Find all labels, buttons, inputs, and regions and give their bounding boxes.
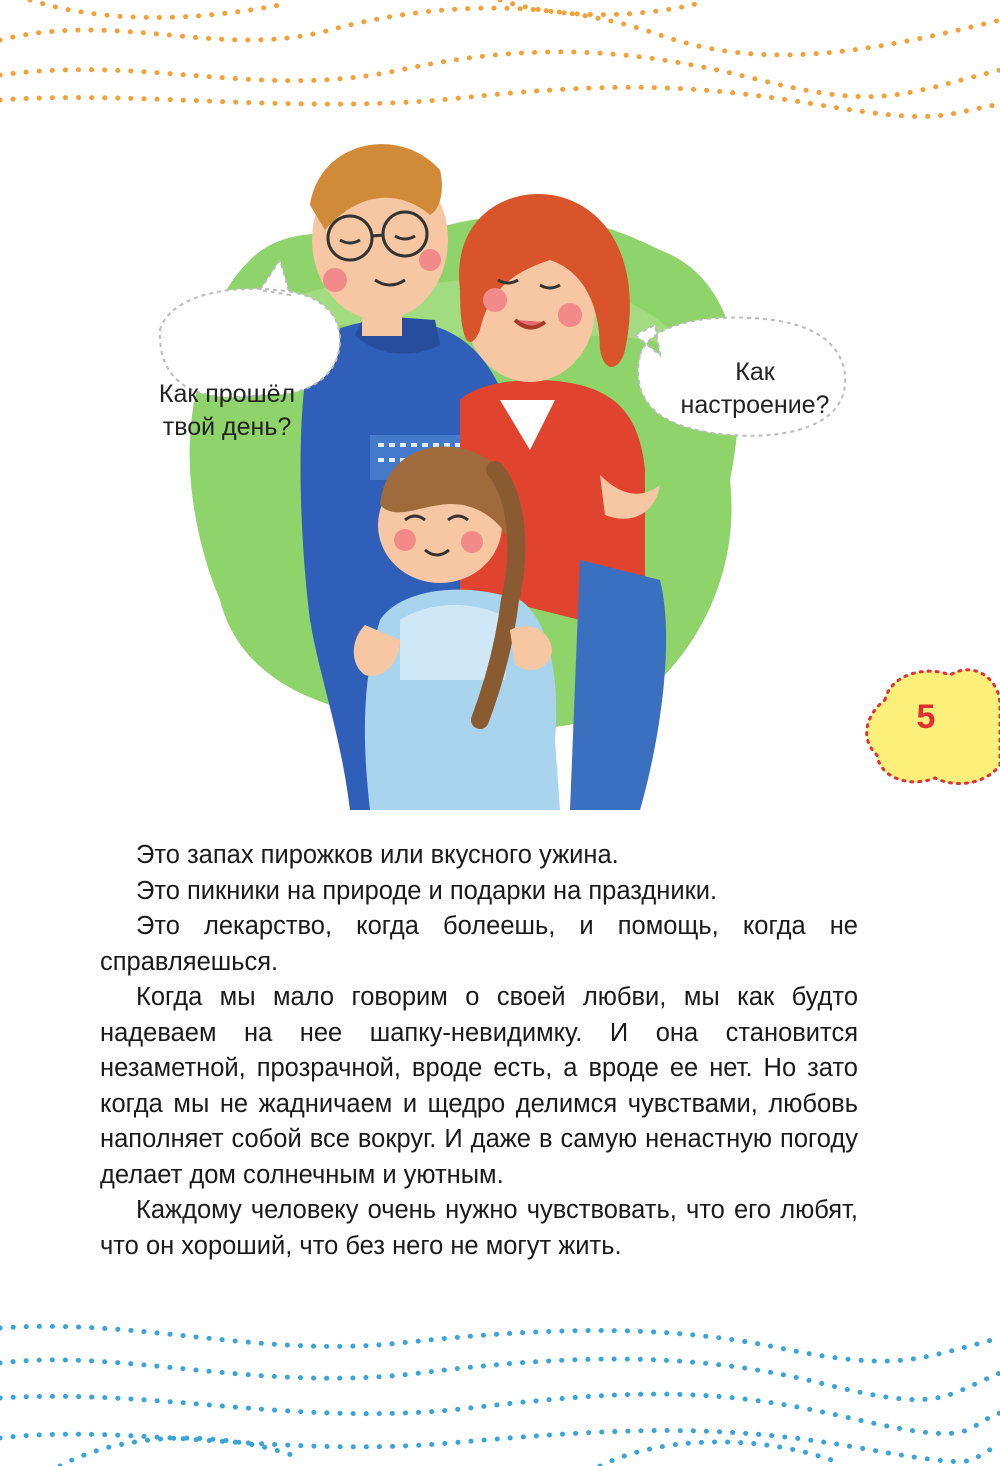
- body-text: [100, 838, 858, 1264]
- bottom-dotted-border: [0, 1318, 1000, 1466]
- speech-bubble-left-text: Как прошёл твой день?: [158, 380, 296, 441]
- paragraph: Это запах пирожков или вкусного ужина.: [136, 841, 619, 869]
- paragraph: Каждому человеку очень нужно чувствовать, что его любят, что он хороший, что без него не могут жить.: [100, 1196, 858, 1260]
- top-dotted-border: [0, 0, 1000, 130]
- family-illustration: [100, 120, 880, 820]
- paragraph: Это лекарство, когда болеешь, и помощь, когда не справляешься.: [100, 912, 858, 976]
- paragraph: Когда мы мало говорим о своей любви, мы как будто надеваем на нее шапку-невидимку. И она становится незаметной, прозрачной, вроде есть, а вроде ее нет. Но зато когда мы не жадничаем и щедро делимся чувствами, любовь наполняет собой все вокруг. И даже в самую ненастную погоду делает дом солнечным и уютным.: [100, 983, 858, 1189]
- paragraph: Это пикники на природе и подарки на праздники.: [136, 876, 718, 905]
- page-number: 5: [916, 698, 936, 736]
- speech-bubble-right-text: Как настроение?: [680, 358, 830, 419]
